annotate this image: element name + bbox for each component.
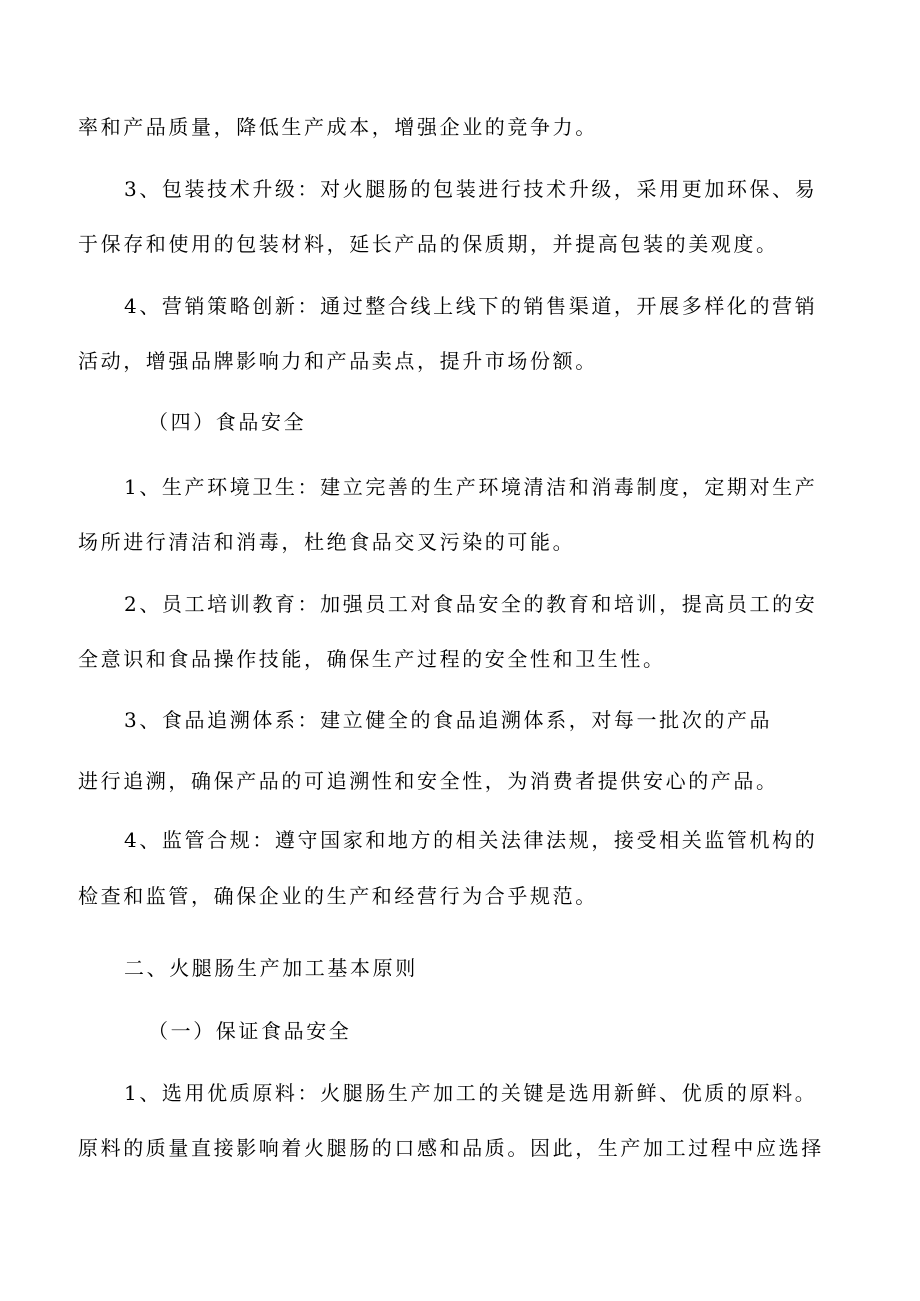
paragraph-line: 检查和监管，确保企业的生产和经营行为合乎规范。 [78, 884, 598, 908]
paragraph-line: 3、食品追溯体系：建立健全的食品追溯体系，对每一批次的产品 [124, 708, 773, 732]
paragraph-line: 1、选用优质原料：火腿肠生产加工的关键是选用新鲜、优质的原料。 [124, 1081, 818, 1105]
paragraph-line: 1、生产环境卫生：建立完善的生产环境清洁和消毒制度，定期对生产 [124, 475, 818, 499]
section-heading: （一）保证食品安全 [148, 1019, 352, 1043]
paragraph-line: 全意识和食品操作技能，确保生产过程的安全性和卫生性。 [78, 647, 666, 671]
chapter-heading: 二、火腿肠生产加工基本原则 [124, 956, 418, 980]
paragraph-line: 4、营销策略创新：通过整合线上线下的销售渠道，开展多样化的营销 [124, 294, 818, 318]
section-heading: （四）食品安全 [148, 410, 307, 434]
paragraph-line: 3、包装技术升级：对火腿肠的包装进行技术升级，采用更加环保、易 [124, 177, 818, 201]
paragraph-line: 于保存和使用的包装材料，延长产品的保质期，并提高包装的美观度。 [78, 232, 779, 256]
paragraph-line: 活动，增强品牌影响力和产品卖点，提升市场份额。 [78, 349, 598, 373]
paragraph-line: 4、监管合规：遵守国家和地方的相关法律法规，接受相关监管机构的 [124, 828, 818, 852]
paragraph-line: 进行追溯，确保产品的可追溯性和安全性，为消费者提供安心的产品。 [78, 769, 779, 793]
paragraph-line: 原料的质量直接影响着火腿肠的口感和品质。因此，生产加工过程中应选择 [78, 1136, 824, 1160]
paragraph-line: 场所进行清洁和消毒，杜绝食品交叉污染的可能。 [78, 530, 576, 554]
paragraph-line: 率和产品质量，降低生产成本，增强企业的竞争力。 [78, 115, 598, 139]
paragraph-line: 2、员工培训教育：加强员工对食品安全的教育和培训，提高员工的安 [124, 592, 818, 616]
